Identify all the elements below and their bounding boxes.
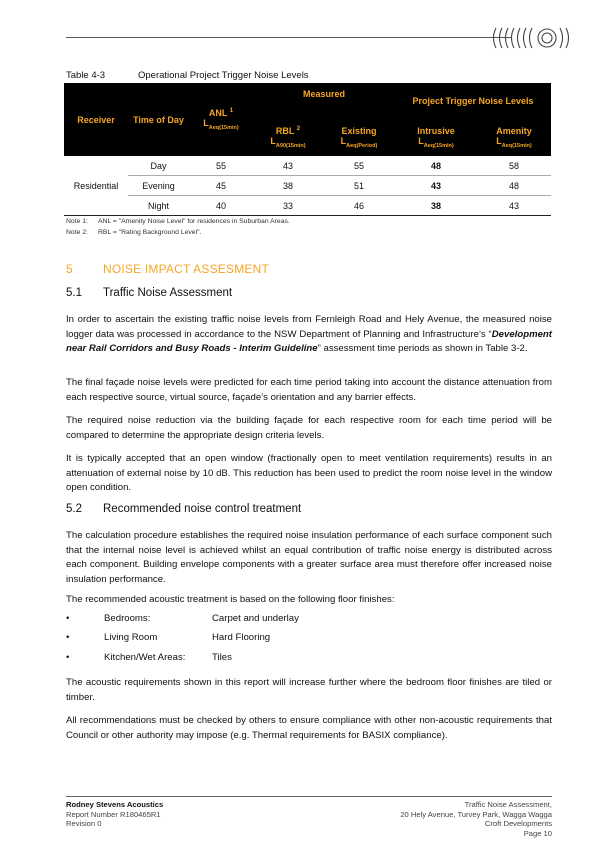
subsection-heading-5-2: 5.2 Recommended noise control treatment [66,503,302,515]
footer-client: Croft Developments [484,819,552,828]
paragraph: The final façade noise levels were predicted for each time period taking into account the distance attenuation from each respective source, virtual source, façade’s orientation and any barrier effects. [66,377,552,403]
note-item: Note 1: ANL = "Amenity Noise Level" for residences in Suburban Areas. [66,218,290,225]
footer-right [400,800,552,838]
footer-company: Rodney Stevens Acoustics [66,800,164,809]
company-logo-icon [490,24,574,52]
existing-cell: 55 [323,156,395,176]
amenity-cell: 58 [477,156,551,176]
section-heading: 5 NOISE IMPACT ASSESMENT [66,262,269,276]
note-item: Note 2: RBL = "Rating Background Level". [66,229,202,236]
intrusive-cell: 43 [395,176,477,196]
time-cell: Night [128,196,189,216]
receiver-cell: Residential [64,156,128,216]
col-header-measured: Measured [253,83,395,119]
time-cell: Evening [128,176,189,196]
table-number: Table 4-3 [66,70,106,81]
footer-rule [66,796,552,797]
paragraph: It is typically accepted that an open window (fractionally open to meet ventilation requirements) results in an attenuation of external noise by 10 dB. This reduction has been used to predict the room noise level in the window open condition. [66,453,552,494]
anl-cell: 55 [189,156,253,176]
table-notes [66,216,290,238]
amenity-cell: 43 [477,196,551,216]
footer-doc-title: Traffic Noise Assessment, [464,800,552,809]
paragraph: The acoustic requirements shown in this report will increase further where the bedroom floor finishes are tiled or timber. [66,677,552,703]
footer-left [66,800,163,829]
amenity-cell: 48 [477,176,551,196]
rbl-cell: 33 [253,196,323,216]
intrusive-cell: 48 [395,156,477,176]
anl-cell: 45 [189,176,253,196]
col-header-time: Time of Day [128,83,189,156]
table-caption [66,70,309,81]
subsection-heading-5-1: 5.1 Traffic Noise Assessment [66,287,233,299]
noise-levels-table [64,83,551,216]
table-title: Operational Project Trigger Noise Levels [138,70,309,81]
time-cell: Day [128,156,189,176]
col-header-receiver: Receiver [64,83,128,156]
paragraph: The recommended acoustic treatment is based on the following floor finishes: [66,594,395,605]
col-header-amenity: Amenity $L_{Aeq(15min)}$ [477,119,551,156]
footer-address: 20 Hely Avenue, Turvey Park, Wagga Wagga [400,809,552,819]
table-row [64,176,551,196]
col-header-rbl: RBL $^2$ $L_{A90(15min)}$ [253,119,323,156]
page-number: Page 10 [523,828,552,838]
col-header-existing: Existing $L_{Aeq(Period)}$ [323,119,395,156]
paragraph: The required noise reduction via the building façade for each respective room for each time period will be compared to determine the appropriate design criteria levels. [66,415,552,441]
table-row [64,196,551,216]
intrusive-cell: 38 [395,196,477,216]
table-row [64,156,551,176]
existing-cell: 46 [323,196,395,216]
footer-report-number: Report Number R180465R1 [66,809,161,819]
existing-cell: 51 [323,176,395,196]
rbl-cell: 38 [253,176,323,196]
rbl-cell: 43 [253,156,323,176]
col-header-anl: ANL $^1$ $L_{Aeq(15min)}$ [189,83,253,156]
anl-cell: 40 [189,196,253,216]
col-header-intrusive: Intrusive $L_{Aeq(15min)}$ [395,119,477,156]
paragraph: All recommendations must be checked by others to ensure compliance with other non-acoustic requirements that Council or other authority may impose (e.g. Thermal requirements for BASIX compliance). [66,715,552,741]
footer-revision: Revision 0 [66,819,102,828]
paragraph: In order to ascertain the existing traffic noise levels from Fernleigh Road and Hely Avenue, the measured noise logger data was processed in accordance to the NSW Department of Planning and Infrastructure’s “Development near Rail Corridors and Busy Roads - Interim Guideline” assessment time periods as shown in Table 3-2. [66,314,552,355]
header-rule [66,37,511,38]
paragraph: The calculation procedure establishes the required noise insulation performance of each surface component such that the internal noise level is achieved whilst an equal contribution of traffic noise energy is distributed across each component. Building envelope components with a greater surface area must therefore offer increased noise insulation performance. [66,530,552,585]
col-header-trigger: Project Trigger Noise Levels [395,83,551,119]
